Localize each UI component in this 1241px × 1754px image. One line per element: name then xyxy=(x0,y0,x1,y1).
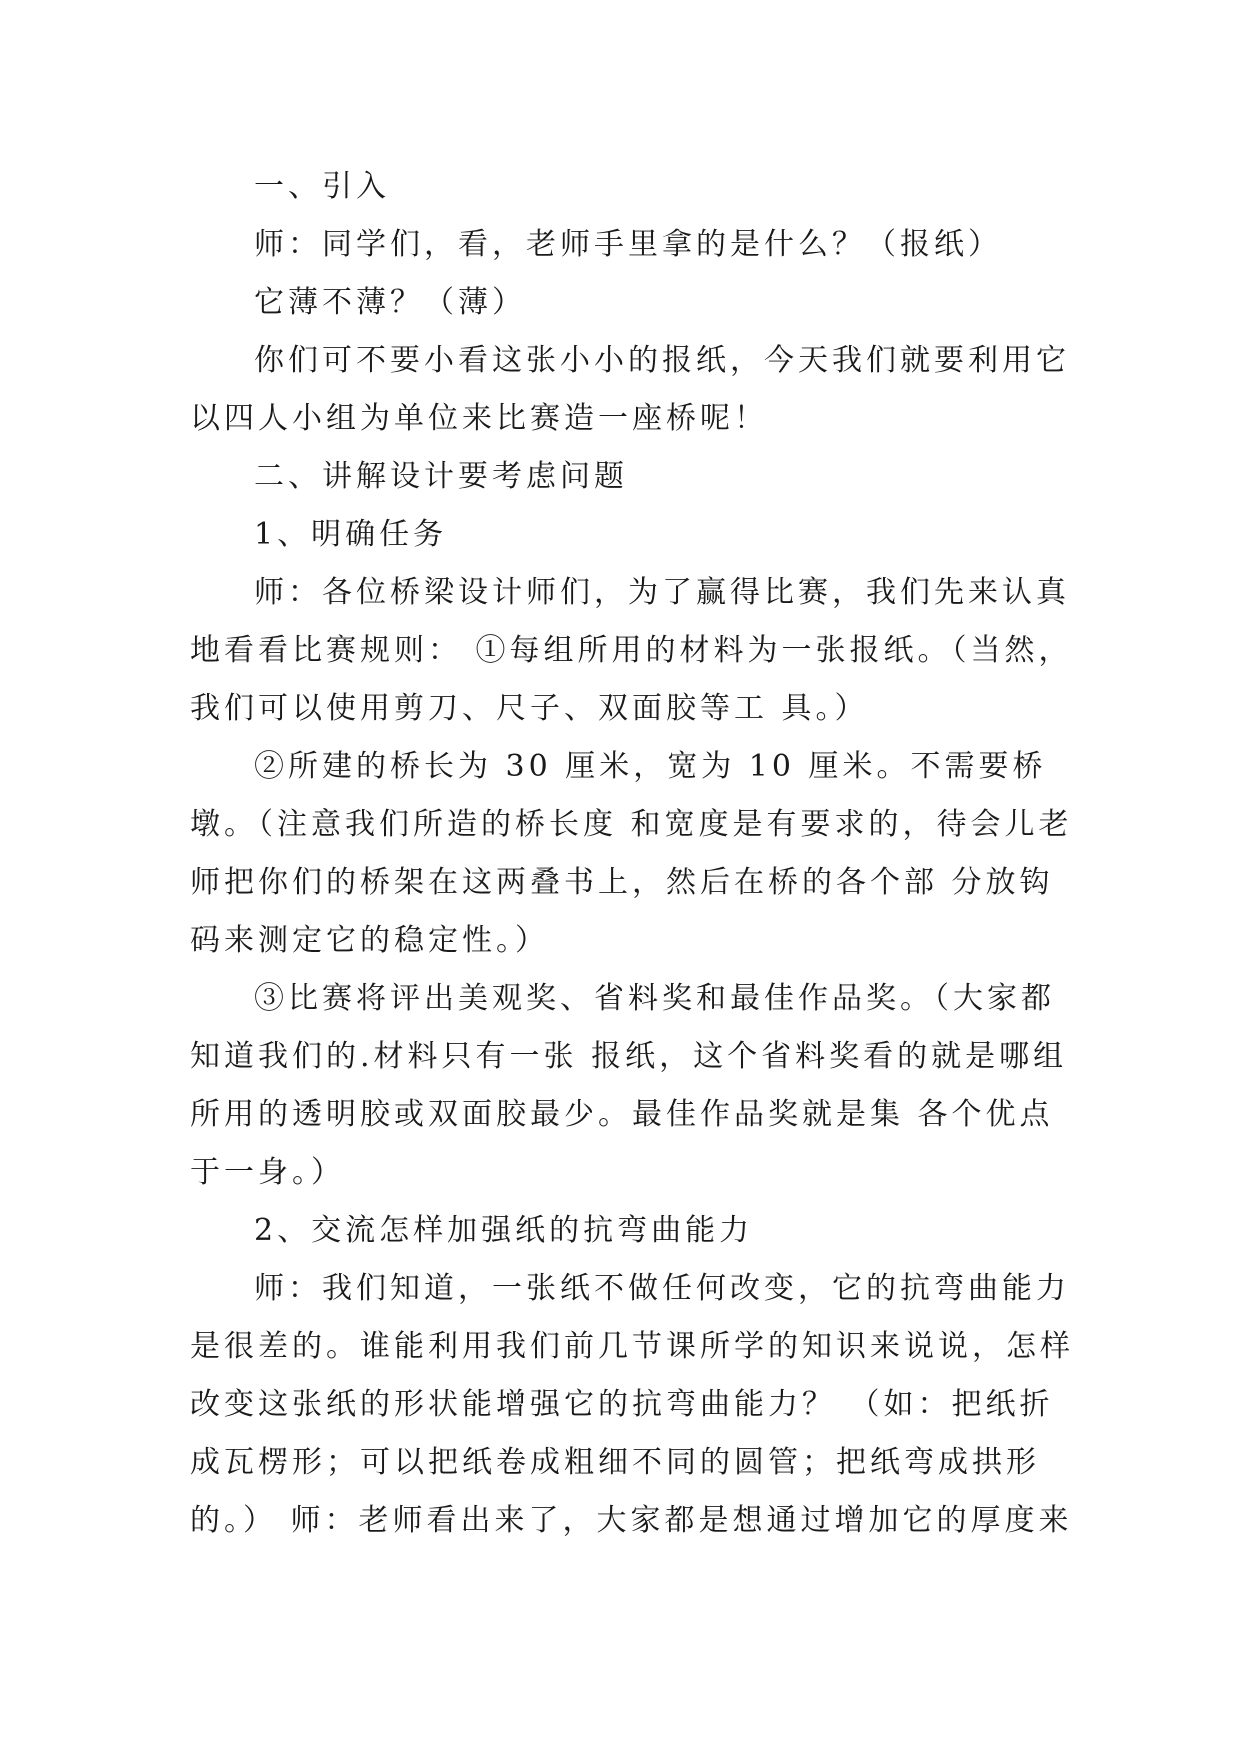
paragraph-teacher-question: 师：同学们，看，老师手里拿的是什么？（报纸） xyxy=(254,227,1002,262)
heading-design-issues: 二、讲解设计要考虑问题 xyxy=(254,459,628,494)
heading-clear-task: 1、明确任务 xyxy=(254,517,448,552)
paragraph-strengthen-discussion: 师：我们知道，一张纸不做任何改变，它的抗弯曲能力是很差的。谁能利用我们前几节课所学的知识来说说，怎样改变这张纸的形状能增强它的抗弯曲能力？ （如：把纸折成瓦楞形；可以把纸卷成粗细不同的圆管；把纸弯成拱形的。） 师：老师看出来了，大家都是想通过增加它的厚度来 xyxy=(190,1271,1074,1538)
paragraph-rule-1: 师：各位桥梁设计师们，为了赢得比赛，我们先来认真地看看比赛规则： ①每组所用的材料为一张报纸。（当然，我们可以使用剪刀、尺子、双面胶等工 具。） xyxy=(190,575,1073,726)
heading-strengthen-paper: 2、交流怎样加强纸的抗弯曲能力 xyxy=(254,1213,754,1248)
paragraph-bridge-intro: 你们可不要小看这张小小的报纸，今天我们就要利用它以四人小组为单位来比赛造一座桥呢！ xyxy=(190,343,1070,436)
paragraph-rule-2: ②所建的桥长为 30 厘米，宽为 10 厘米。不需要桥墩。（注意我们所造的桥长度 和宽度是有要求的，待会儿老师把你们的桥架在这两叠书上，然后在桥的各个部 分放钩码来测定它的稳定性。） xyxy=(190,749,1073,958)
paragraph-thin-question: 它薄不薄？（薄） xyxy=(254,285,526,320)
paragraph-rule-3: ③比赛将评出美观奖、省料奖和最佳作品奖。（大家都知道我们的.材料只有一张 报纸，这个省料奖看的就是哪组所用的透明胶或双面胶最少。最佳作品奖就是集 各个优点于一身。） xyxy=(190,981,1068,1190)
document-body xyxy=(190,158,1080,1550)
heading-introduction: 一、引入 xyxy=(254,169,390,204)
